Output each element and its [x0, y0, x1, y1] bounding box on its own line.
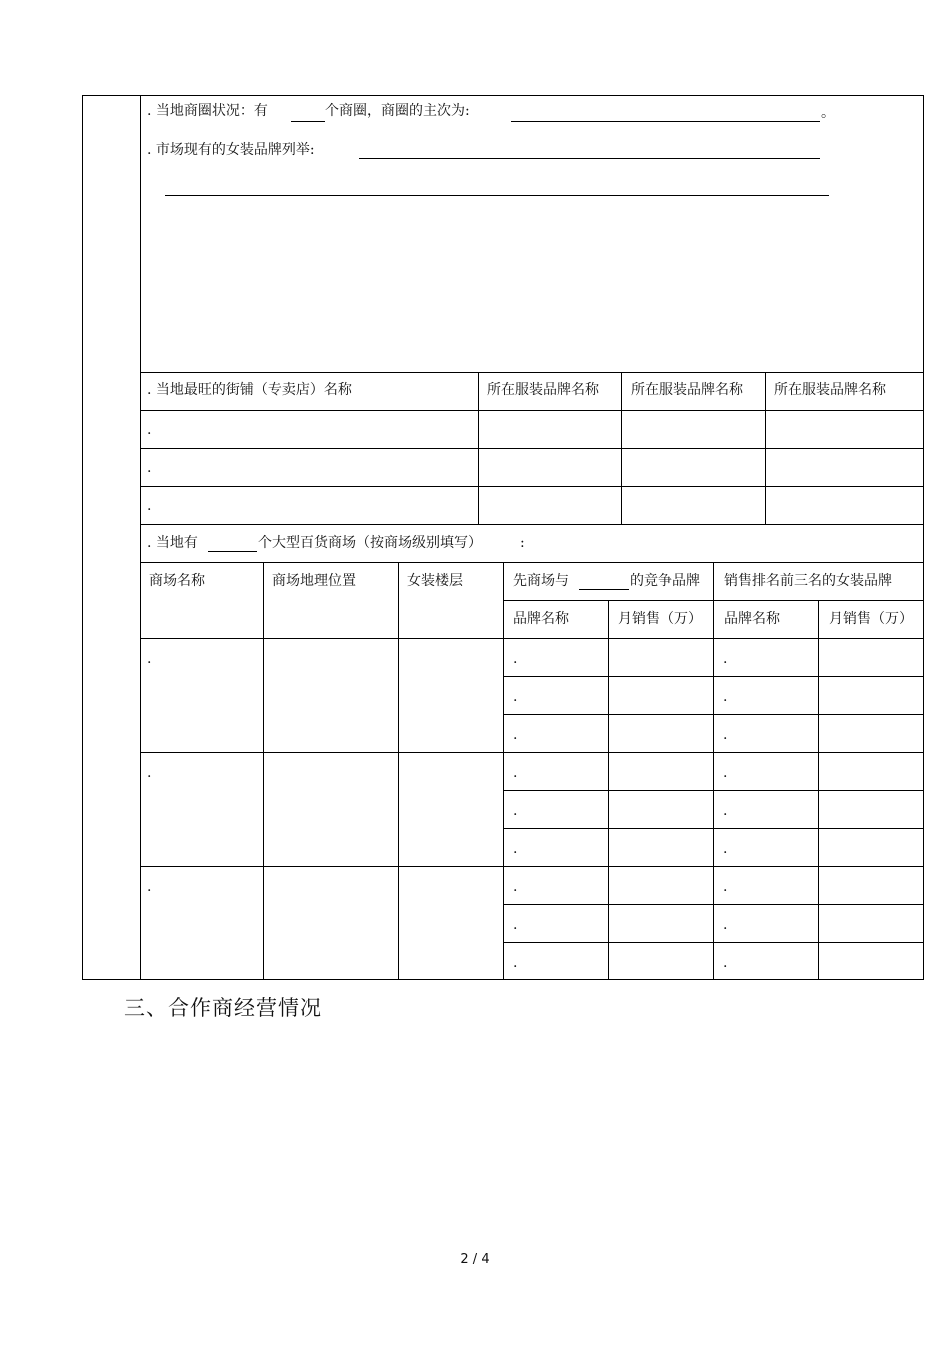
top3-brand-marker: . [723, 651, 728, 667]
department-store-colon: : [520, 535, 525, 551]
competitor-brand-marker: . [513, 651, 518, 667]
competitor-brand-marker: . [513, 955, 518, 971]
left-label-column [82, 95, 140, 980]
competitor-suffix: 的竞争品牌 [630, 573, 700, 589]
column-divider [263, 562, 264, 980]
top3-brand-marker: . [723, 689, 728, 705]
district-count-blank[interactable] [291, 121, 325, 122]
department-store-prefix: . 当地有 [147, 535, 198, 551]
competitor-brand-marker: . [513, 917, 518, 933]
page-number: 2 / 4 [460, 1252, 490, 1267]
monthly-sales-subheader: 月销售（万） [829, 611, 913, 627]
column-divider [478, 372, 479, 524]
row-divider [140, 448, 924, 449]
row-divider [140, 866, 924, 867]
row-divider [140, 486, 924, 487]
top3-brand-marker: . [723, 727, 728, 743]
column-divider [713, 562, 714, 980]
brand-name-column-header: 所在服装品牌名称 [774, 382, 886, 398]
top3-brand-marker: . [723, 803, 728, 819]
row-divider [140, 638, 924, 639]
column-divider [818, 600, 819, 980]
mall-row-marker: . [147, 651, 152, 667]
street-shop-row-marker: . [147, 498, 152, 514]
row-divider [140, 372, 924, 373]
street-shop-header: . 当地最旺的街铺（专卖店）名称 [147, 382, 352, 398]
brand-name-column-header: 所在服装品牌名称 [631, 382, 743, 398]
mall-location-header: 商场地理位置 [272, 573, 356, 589]
department-store-middle: 个大型百货商场（按商场级别填写） [258, 535, 482, 551]
row-divider [140, 410, 924, 411]
competitor-mall-blank[interactable] [579, 589, 629, 590]
row-divider [140, 562, 924, 563]
mall-row-marker: . [147, 879, 152, 895]
district-ranking-blank[interactable] [511, 121, 820, 122]
mall-name-header: 商场名称 [149, 573, 205, 589]
top3-brand-marker: . [723, 917, 728, 933]
brand-name-column-header: 所在服装品牌名称 [487, 382, 599, 398]
brands-list-blank-1[interactable] [359, 158, 820, 159]
competitor-brand-marker: . [513, 841, 518, 857]
competitor-brand-marker: . [513, 803, 518, 819]
monthly-sales-subheader: 月销售（万） [618, 611, 702, 627]
competitor-brand-marker: . [513, 765, 518, 781]
top3-brand-marker: . [723, 841, 728, 857]
district-end-text: 。 [821, 105, 835, 121]
section-heading: 三、合作商经营情况 [124, 996, 322, 1020]
department-store-count-blank[interactable] [208, 551, 257, 552]
column-divider [765, 372, 766, 524]
brands-list-blank-2[interactable] [165, 195, 829, 196]
district-prefix-text: . 当地商圈状况：有 [147, 103, 268, 119]
column-divider [608, 600, 609, 980]
competitor-brand-marker: . [513, 879, 518, 895]
top3-brand-marker: . [723, 765, 728, 781]
district-middle-text: 个商圈，商圈的主次为: [325, 103, 470, 119]
brand-name-subheader: 品牌名称 [724, 611, 780, 627]
brands-list-label: . 市场现有的女装品牌列举: [147, 142, 315, 158]
competitor-brand-marker: . [513, 727, 518, 743]
competitor-brand-marker: . [513, 689, 518, 705]
column-divider [621, 372, 622, 524]
top3-brand-marker: . [723, 955, 728, 971]
competitor-prefix: 先商场与 [513, 573, 569, 589]
top3-brand-marker: . [723, 879, 728, 895]
street-shop-row-marker: . [147, 422, 152, 438]
street-shop-row-marker: . [147, 460, 152, 476]
top3-brands-header: 销售排名前三名的女装品牌 [724, 573, 892, 589]
row-divider [140, 752, 924, 753]
column-divider [398, 562, 399, 980]
column-divider [503, 562, 504, 980]
mall-row-marker: . [147, 765, 152, 781]
womenswear-floor-header: 女装楼层 [407, 573, 463, 589]
row-divider [140, 524, 924, 525]
brand-name-subheader: 品牌名称 [513, 611, 569, 627]
